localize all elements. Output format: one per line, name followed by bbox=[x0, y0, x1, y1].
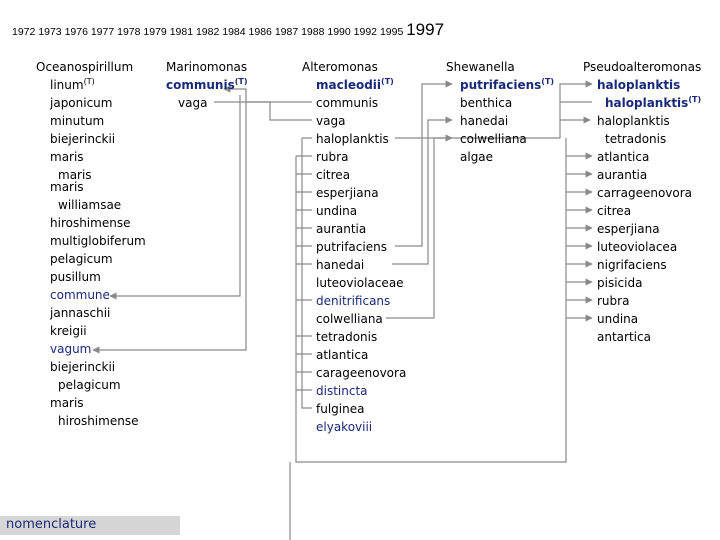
genus-pseudoalteromonas: Pseudoalteromonas bbox=[583, 60, 702, 74]
species-japonicum: japonicum bbox=[50, 96, 113, 110]
species-aurantia: aurantia bbox=[316, 222, 367, 236]
species-macleodii: macleodii bbox=[316, 78, 382, 92]
type-mark: (T) bbox=[381, 77, 394, 86]
year: 1977 bbox=[90, 26, 115, 38]
species-undina: undina bbox=[316, 204, 358, 218]
species-denitrificans: denitrificans bbox=[316, 294, 391, 308]
year: 1979 bbox=[143, 26, 167, 38]
genus-oceanospirillum: Oceanospirillum bbox=[36, 60, 134, 74]
species-vaga: vaga bbox=[178, 96, 208, 110]
species-colwelliana: colwelliana bbox=[316, 312, 383, 326]
species-hanedai: hanedai bbox=[460, 114, 509, 128]
year: 1992 bbox=[353, 26, 378, 38]
species-biejerinckii: biejerinckii bbox=[50, 132, 116, 146]
species-aurantia: aurantia bbox=[597, 168, 648, 182]
species-pusillum: pusillum bbox=[50, 270, 101, 284]
species-pelagicum: pelagicum bbox=[58, 378, 121, 392]
species-maris: maris bbox=[50, 180, 84, 194]
species-tetradonis: tetradonis bbox=[605, 132, 667, 146]
year: 1995 bbox=[379, 26, 404, 38]
year: 1973 bbox=[38, 26, 62, 38]
species-putrifaciens: putrifaciens bbox=[316, 240, 387, 254]
species-atlantica: atlantica bbox=[316, 348, 369, 362]
species-putrifaciens: putrifaciens bbox=[460, 78, 542, 92]
type-mark: (T) bbox=[541, 77, 555, 86]
species-communis: communis bbox=[316, 96, 379, 110]
type-mark: (T) bbox=[234, 77, 248, 86]
year: 1972 bbox=[12, 26, 36, 38]
year-latest: 1997 bbox=[406, 20, 445, 39]
species-atlantica: atlantica bbox=[597, 150, 650, 164]
species-rubra: rubra bbox=[597, 294, 630, 308]
species-carageenovora: carageenovora bbox=[316, 366, 407, 380]
year: 1986 bbox=[248, 26, 272, 38]
species-hanedai: hanedai bbox=[316, 258, 365, 272]
species-pisicida: pisicida bbox=[597, 276, 643, 290]
year: 1978 bbox=[117, 26, 141, 38]
alteromonas-column bbox=[302, 58, 406, 436]
year: 1981 bbox=[169, 26, 194, 38]
species-hiroshimense: hiroshimense bbox=[50, 216, 131, 230]
species-algae: algae bbox=[460, 150, 494, 164]
year: 1990 bbox=[327, 26, 351, 38]
species-distincta: distincta bbox=[316, 384, 368, 398]
type-mark: (T) bbox=[83, 77, 95, 86]
year: 1988 bbox=[301, 26, 325, 38]
species-vaga: vaga bbox=[316, 114, 346, 128]
species-maris: maris bbox=[58, 168, 92, 182]
species-jannaschii: jannaschii bbox=[50, 306, 111, 320]
genus-alteromonas: Alteromonas bbox=[302, 60, 378, 74]
species-undina: undina bbox=[597, 312, 639, 326]
species-maris: maris bbox=[50, 150, 84, 164]
species-rubra: rubra bbox=[316, 150, 349, 164]
shewanella-column bbox=[446, 58, 554, 166]
species-tetradonis: tetradonis bbox=[316, 330, 378, 344]
species-benthica: benthica bbox=[460, 96, 513, 110]
species-communis: communis bbox=[166, 78, 235, 92]
species-esperjiana: esperjiana bbox=[597, 222, 660, 236]
year: 1984 bbox=[222, 26, 246, 38]
species-elyakoviii: elyakoviii bbox=[316, 420, 373, 434]
marinomonas-column bbox=[166, 58, 248, 112]
species-luteoviolaceae: luteoviolaceae bbox=[316, 276, 404, 290]
year: 1982 bbox=[195, 26, 220, 38]
species-linum: linum bbox=[50, 78, 84, 92]
nomenclature-bar bbox=[0, 516, 180, 535]
species-pelagicum: pelagicum bbox=[50, 252, 113, 266]
species-commune: commune bbox=[50, 288, 110, 302]
species-nigrifaciens: nigrifaciens bbox=[597, 258, 667, 272]
species-haloplanktis: haloplanktis bbox=[597, 114, 670, 128]
pseudoalteromonas-column bbox=[583, 58, 701, 346]
nomenclature-label: nomenclature bbox=[6, 517, 97, 532]
species-haloplanktis: haloplanktis bbox=[316, 132, 389, 146]
species-haloplanktis: haloplanktis bbox=[605, 96, 689, 110]
genus-shewanella: Shewanella bbox=[446, 60, 515, 74]
species-esperjiana: esperjiana bbox=[316, 186, 379, 200]
year: 1976 bbox=[64, 26, 88, 38]
species-antartica: antartica bbox=[597, 330, 651, 344]
year: 1987 bbox=[274, 26, 299, 38]
oceanospirillum-column bbox=[36, 58, 146, 430]
species-multiglobiferum: multiglobiferum bbox=[50, 234, 146, 248]
species-minutum: minutum bbox=[50, 114, 105, 128]
species-citrea: citrea bbox=[597, 204, 632, 218]
species-vagum: vagum bbox=[50, 342, 92, 356]
species-biejerinckii: biejerinckii bbox=[50, 360, 116, 374]
species-fulginea: fulginea bbox=[316, 402, 365, 416]
species-carrageenovora: carrageenovora bbox=[597, 186, 693, 200]
species-luteoviolacea: luteoviolacea bbox=[597, 240, 678, 254]
species-kreigii: kreigii bbox=[50, 324, 87, 338]
genus-marinomonas: Marinomonas bbox=[166, 60, 248, 74]
species-haloplanktis: haloplanktis bbox=[597, 78, 681, 92]
species-williamsae: williamsae bbox=[58, 198, 122, 212]
species-hiroshimense: hiroshimense bbox=[58, 414, 139, 428]
species-colwelliana: colwelliana bbox=[460, 132, 527, 146]
species-citrea: citrea bbox=[316, 168, 351, 182]
type-mark: (T) bbox=[688, 95, 702, 104]
species-maris: maris bbox=[50, 396, 84, 410]
